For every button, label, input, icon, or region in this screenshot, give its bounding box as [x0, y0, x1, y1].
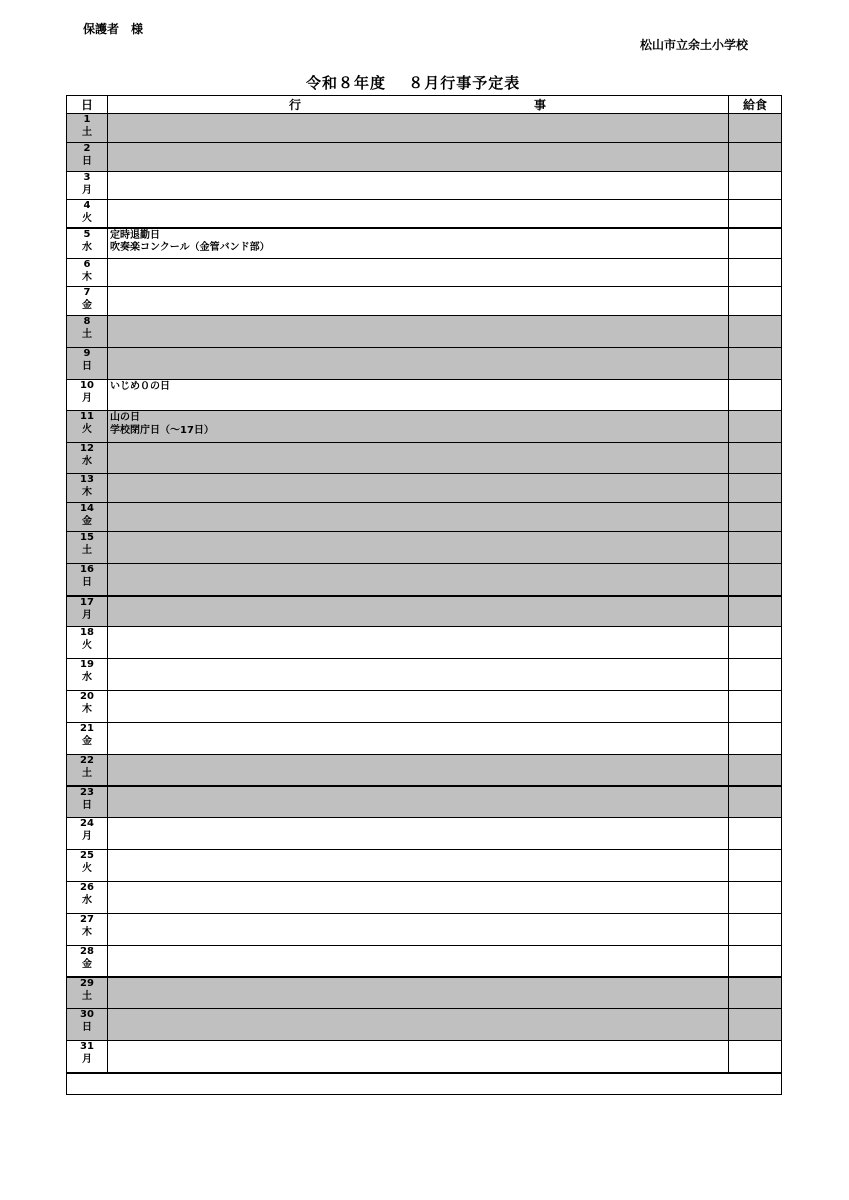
table-row	[67, 259, 782, 287]
day-number: 5	[83, 228, 91, 240]
day-cell	[67, 348, 108, 380]
weekday: 火	[82, 424, 92, 435]
weekday: 土	[82, 127, 92, 138]
weekday: 木	[82, 927, 92, 938]
day-cell	[67, 380, 108, 411]
table-row	[67, 532, 782, 564]
day-number: 25	[80, 850, 94, 861]
lunch-cell	[729, 474, 782, 503]
event-cell	[108, 380, 729, 411]
day-number: 6	[83, 259, 91, 270]
weekday: 水	[82, 895, 92, 906]
day-cell	[67, 474, 108, 503]
footer-notes-box	[66, 1073, 782, 1095]
weekday: 土	[82, 329, 92, 340]
event-cell	[108, 474, 729, 503]
event-cell	[108, 914, 729, 946]
lunch-cell	[729, 287, 782, 316]
day-cell	[67, 532, 108, 564]
day-cell	[67, 143, 108, 172]
day-cell	[67, 977, 108, 1009]
lunch-cell	[729, 691, 782, 723]
table-row	[67, 172, 782, 200]
header-event-char-1: 行	[289, 98, 302, 112]
weekday: 月	[82, 831, 92, 842]
weekday: 水	[82, 456, 92, 467]
event-cell	[108, 1009, 729, 1041]
table-row	[67, 723, 782, 755]
table-row	[67, 1041, 782, 1073]
day-number: 23	[80, 786, 94, 798]
weekday: 金	[82, 959, 92, 970]
table-row	[67, 882, 782, 914]
table-row	[67, 818, 782, 850]
lunch-cell	[729, 200, 782, 228]
lunch-cell	[729, 755, 782, 786]
table-row	[67, 474, 782, 503]
day-number: 11	[80, 411, 94, 422]
day-cell	[67, 946, 108, 977]
day-cell	[67, 723, 108, 755]
weekday: 金	[82, 736, 92, 747]
lunch-cell	[729, 659, 782, 691]
event-cell	[108, 818, 729, 850]
day-number: 17	[80, 596, 94, 608]
table-row	[67, 691, 782, 723]
weekday: 月	[82, 1054, 92, 1065]
day-number: 21	[80, 723, 94, 734]
day-number: 14	[80, 503, 94, 514]
schedule-table	[66, 95, 782, 1074]
event-cell	[108, 659, 729, 691]
table-row	[67, 1009, 782, 1041]
weekday: 金	[82, 516, 92, 527]
day-cell	[67, 882, 108, 914]
event-cell	[108, 228, 729, 259]
day-number: 31	[80, 1041, 94, 1052]
weekday: 火	[82, 640, 92, 651]
day-number: 26	[80, 882, 94, 893]
event-cell	[108, 200, 729, 228]
weekday: 水	[82, 241, 92, 253]
weekday: 日	[82, 361, 92, 372]
lunch-cell	[729, 503, 782, 532]
event-cell	[108, 786, 729, 818]
event-cell	[108, 172, 729, 200]
event-cell	[108, 411, 729, 443]
lunch-cell	[729, 532, 782, 564]
event-cell	[108, 596, 729, 627]
day-cell	[67, 228, 108, 259]
table-row	[67, 348, 782, 380]
table-row	[67, 114, 782, 143]
day-cell	[67, 818, 108, 850]
weekday: 日	[82, 577, 92, 588]
day-cell	[67, 564, 108, 596]
day-number: 13	[80, 474, 94, 485]
day-cell	[67, 786, 108, 818]
day-cell	[67, 114, 108, 143]
day-cell	[67, 627, 108, 659]
day-number: 9	[83, 348, 91, 359]
day-number: 22	[80, 755, 94, 766]
day-cell	[67, 287, 108, 316]
weekday: 水	[82, 672, 92, 683]
lunch-cell	[729, 914, 782, 946]
event-cell	[108, 532, 729, 564]
day-cell	[67, 659, 108, 691]
lunch-cell	[729, 818, 782, 850]
lunch-cell	[729, 627, 782, 659]
weekday: 日	[82, 156, 92, 167]
weekday: 月	[82, 185, 92, 196]
event-cell	[108, 564, 729, 596]
table-row	[67, 503, 782, 532]
day-number: 18	[80, 627, 94, 638]
event-text: 吹奏楽コンクール（金管バンド部）	[110, 242, 270, 253]
table-row	[67, 850, 782, 882]
day-cell	[67, 850, 108, 882]
lunch-cell	[729, 114, 782, 143]
lunch-cell	[729, 596, 782, 627]
lunch-cell	[729, 977, 782, 1009]
event-text: 定時退勤日	[110, 229, 160, 241]
event-cell	[108, 882, 729, 914]
day-number: 4	[83, 200, 91, 211]
weekday: 日	[82, 1022, 92, 1033]
day-number: 30	[80, 1009, 94, 1020]
table-row	[67, 228, 782, 259]
table-row	[67, 914, 782, 946]
table-row	[67, 143, 782, 172]
header-day: 日	[67, 96, 108, 114]
event-cell	[108, 977, 729, 1009]
header-event-char-2: 事	[534, 98, 547, 112]
event-cell	[108, 503, 729, 532]
day-number: 16	[80, 564, 94, 575]
table-row	[67, 380, 782, 411]
day-number: 28	[80, 946, 94, 957]
table-row	[67, 411, 782, 443]
event-cell	[108, 755, 729, 786]
weekday: 土	[82, 545, 92, 556]
event-text: 山の日	[110, 412, 140, 423]
lunch-cell	[729, 723, 782, 755]
event-cell	[108, 287, 729, 316]
event-cell	[108, 946, 729, 977]
day-number: 20	[80, 691, 94, 702]
lunch-cell	[729, 850, 782, 882]
day-number: 3	[83, 172, 91, 183]
event-cell	[108, 316, 729, 348]
lunch-cell	[729, 786, 782, 818]
weekday: 月	[82, 609, 92, 621]
day-number: 29	[80, 977, 94, 989]
day-number: 10	[80, 380, 94, 391]
event-text: いじめ０の日	[110, 381, 170, 392]
day-number: 12	[80, 443, 94, 454]
weekday: 土	[82, 990, 92, 1002]
table-row	[67, 977, 782, 1009]
weekday: 火	[82, 863, 92, 874]
table-row	[67, 596, 782, 627]
day-cell	[67, 596, 108, 627]
day-number: 19	[80, 659, 94, 670]
day-number: 24	[80, 818, 94, 829]
day-cell	[67, 1009, 108, 1041]
weekday: 金	[82, 300, 92, 311]
lunch-cell	[729, 259, 782, 287]
event-cell	[108, 143, 729, 172]
day-number: 2	[83, 143, 91, 154]
day-cell	[67, 172, 108, 200]
recipient-label: 保護者 様	[83, 22, 144, 36]
table-row	[67, 316, 782, 348]
header-lunch: 給食	[729, 96, 782, 114]
event-cell	[108, 691, 729, 723]
lunch-cell	[729, 143, 782, 172]
table-header-row	[67, 96, 782, 114]
weekday: 月	[82, 393, 92, 404]
header-event	[108, 96, 729, 114]
event-cell	[108, 348, 729, 380]
table-row	[67, 564, 782, 596]
day-number: 8	[83, 316, 91, 327]
weekday: 日	[82, 799, 92, 811]
event-cell	[108, 850, 729, 882]
weekday: 木	[82, 704, 92, 715]
table-row	[67, 287, 782, 316]
event-cell	[108, 114, 729, 143]
table-row	[67, 659, 782, 691]
weekday: 土	[82, 768, 92, 779]
table-row	[67, 755, 782, 786]
day-number: 7	[83, 287, 91, 298]
lunch-cell	[729, 172, 782, 200]
lunch-cell	[729, 348, 782, 380]
event-cell	[108, 1041, 729, 1073]
day-cell	[67, 755, 108, 786]
weekday: 木	[82, 272, 92, 283]
day-cell	[67, 200, 108, 228]
day-cell	[67, 503, 108, 532]
page-title: 令和８年度 ８月行事予定表	[306, 74, 521, 92]
table-row	[67, 627, 782, 659]
day-number: 15	[80, 532, 94, 543]
lunch-cell	[729, 443, 782, 474]
day-cell	[67, 259, 108, 287]
day-number: 1	[83, 114, 91, 125]
table-row	[67, 946, 782, 977]
day-cell	[67, 316, 108, 348]
school-name: 松山市立余土小学校	[640, 38, 749, 52]
lunch-cell	[729, 316, 782, 348]
day-cell	[67, 914, 108, 946]
lunch-cell	[729, 882, 782, 914]
event-text: 学校閉庁日（～17日）	[110, 424, 214, 436]
table-row	[67, 443, 782, 474]
lunch-cell	[729, 1009, 782, 1041]
weekday: 木	[82, 487, 92, 498]
weekday: 火	[82, 213, 92, 224]
day-number: 27	[80, 914, 94, 925]
day-cell	[67, 443, 108, 474]
lunch-cell	[729, 946, 782, 977]
lunch-cell	[729, 228, 782, 259]
day-cell	[67, 1041, 108, 1073]
lunch-cell	[729, 1041, 782, 1073]
event-cell	[108, 259, 729, 287]
event-cell	[108, 443, 729, 474]
event-cell	[108, 723, 729, 755]
table-body	[67, 114, 782, 1073]
day-cell	[67, 411, 108, 443]
table-row	[67, 786, 782, 818]
lunch-cell	[729, 564, 782, 596]
table-row	[67, 200, 782, 228]
event-cell	[108, 627, 729, 659]
lunch-cell	[729, 380, 782, 411]
lunch-cell	[729, 411, 782, 443]
day-cell	[67, 691, 108, 723]
